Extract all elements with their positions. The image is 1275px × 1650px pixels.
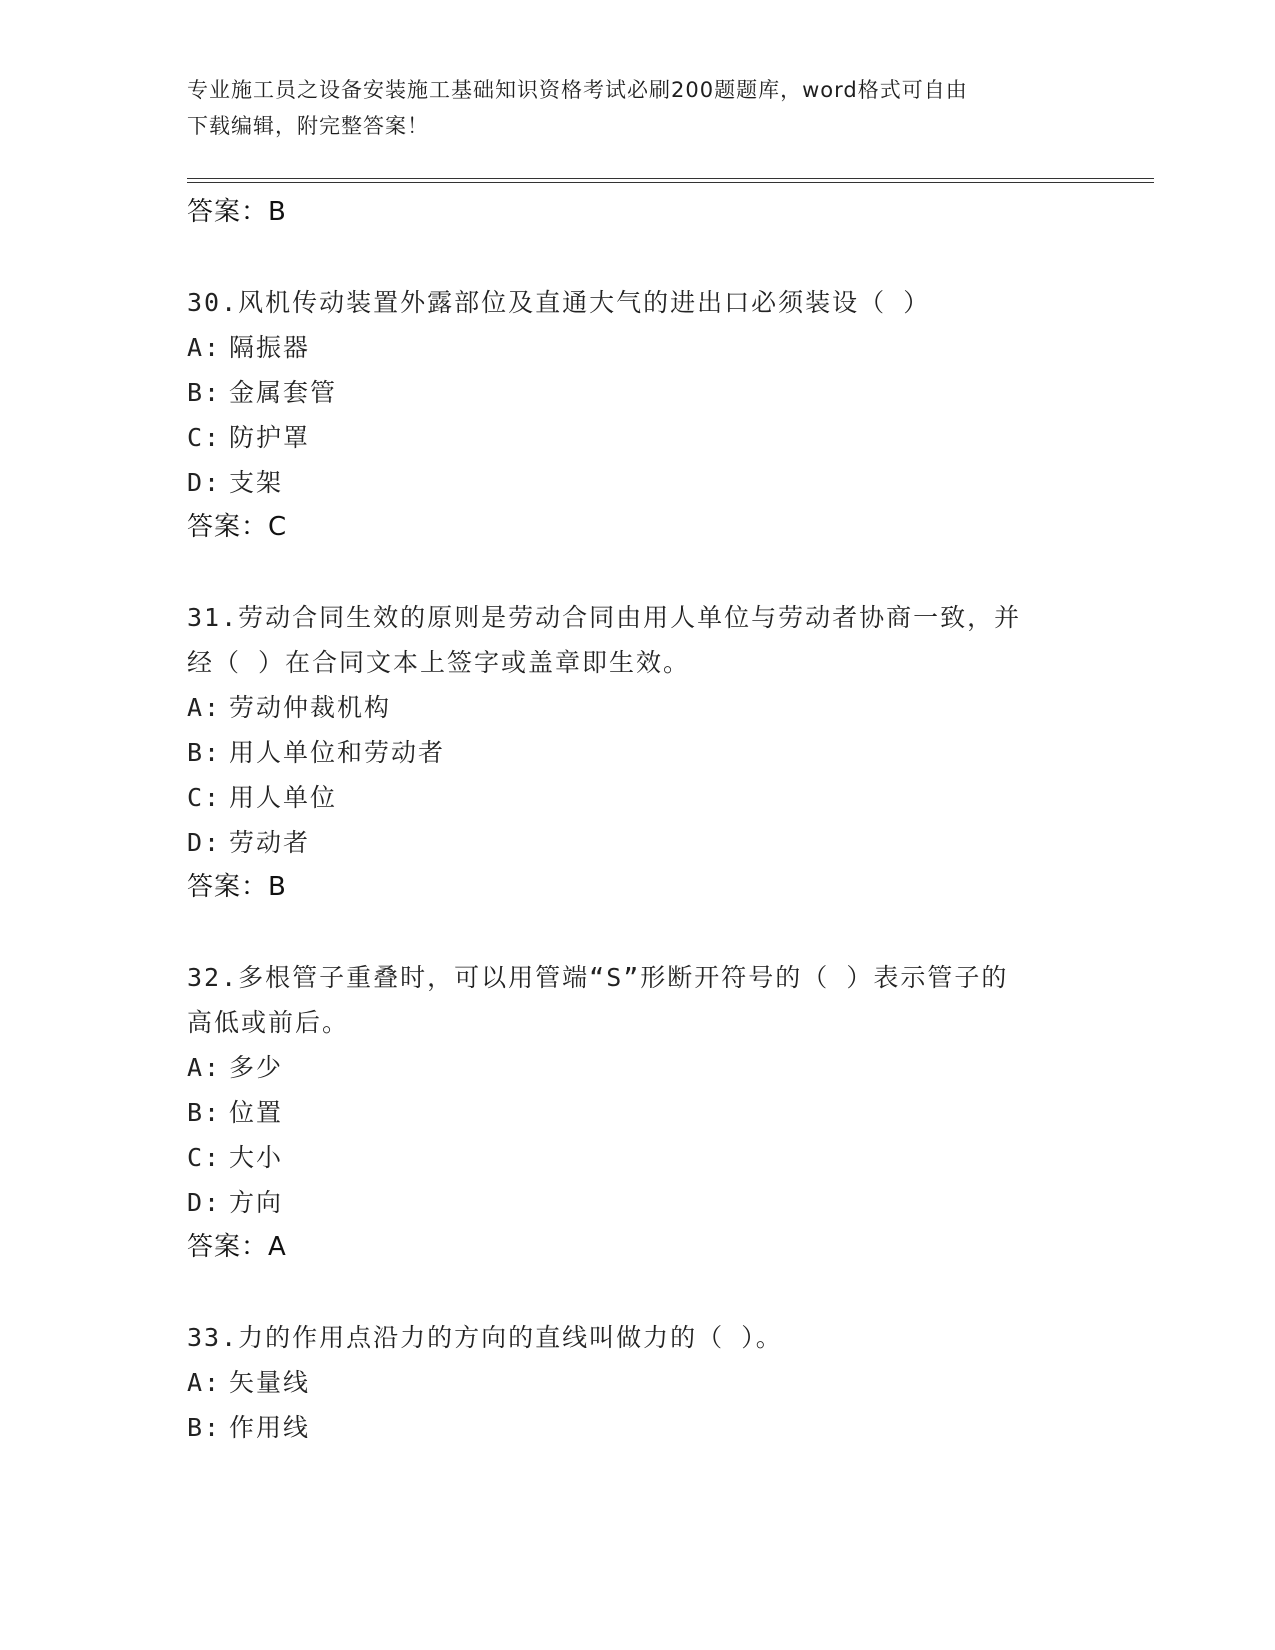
option-text: 支架 (229, 468, 284, 497)
answer-line: 答案：B (187, 197, 287, 227)
spacer (187, 550, 1067, 595)
option-c (187, 415, 1067, 460)
option-letter: A: (187, 1368, 222, 1397)
option-text: 防护罩 (229, 423, 311, 452)
question-stem: 30.风机传动装置外露部位及直通大气的进出口必须装设（ ） (187, 288, 931, 317)
document-header (187, 72, 1067, 144)
question-32 (187, 955, 1067, 1270)
option-text: 隔振器 (229, 333, 311, 362)
option-text: 方向 (229, 1188, 284, 1217)
option-text: 劳动仲裁机构 (229, 693, 392, 722)
option-text: 作用线 (229, 1413, 311, 1442)
option-b (187, 730, 1067, 775)
option-letter: D: (187, 1188, 222, 1217)
answer-line: 答案：C (187, 512, 288, 542)
option-b (187, 1090, 1067, 1135)
option-letter: C: (187, 423, 222, 452)
option-a (187, 685, 1067, 730)
spacer (187, 910, 1067, 955)
option-letter: C: (187, 1143, 222, 1172)
answer-line: 答案：A (187, 1232, 287, 1262)
question-30 (187, 280, 1067, 550)
option-c (187, 775, 1067, 820)
option-letter: D: (187, 828, 222, 857)
question-list (187, 190, 1067, 1450)
option-d (187, 460, 1067, 505)
option-a (187, 1045, 1067, 1090)
option-b (187, 370, 1067, 415)
spacer (187, 1270, 1067, 1315)
option-letter: C: (187, 783, 222, 812)
option-letter: B: (187, 378, 222, 407)
spacer (187, 235, 1067, 280)
option-letter: A: (187, 693, 222, 722)
option-d (187, 820, 1067, 865)
question-stem-line-1: 32.多根管子重叠时，可以用管端“S”形断开符号的（ ）表示管子的 (187, 963, 1009, 992)
option-text: 用人单位和劳动者 (229, 738, 446, 767)
question-stem-line-2: 经（ ）在合同文本上签字或盖章即生效。 (187, 648, 691, 677)
option-b (187, 1405, 1067, 1450)
option-text: 劳动者 (229, 828, 311, 857)
question-stem-line-2: 高低或前后。 (187, 1008, 350, 1037)
answer-line: 答案：B (187, 872, 287, 902)
option-d (187, 1180, 1067, 1225)
option-a (187, 1360, 1067, 1405)
option-c (187, 1135, 1067, 1180)
option-letter: B: (187, 1413, 222, 1442)
option-a (187, 325, 1067, 370)
option-text: 位置 (229, 1098, 284, 1127)
option-text: 金属套管 (229, 378, 338, 407)
option-text: 矢量线 (229, 1368, 311, 1397)
option-letter: A: (187, 333, 222, 362)
question-31 (187, 595, 1067, 910)
option-letter: D: (187, 468, 222, 497)
header-title-line-2: 下载编辑，附完整答案！ (187, 114, 429, 138)
header-divider (187, 178, 1154, 183)
option-letter: B: (187, 738, 222, 767)
option-text: 用人单位 (229, 783, 338, 812)
question-33 (187, 1315, 1067, 1450)
option-text: 大小 (229, 1143, 284, 1172)
option-text: 多少 (229, 1053, 284, 1082)
question-stem-line-1: 31.劳动合同生效的原则是劳动合同由用人单位与劳动者协商一致，并 (187, 603, 1022, 632)
header-title-line-1: 专业施工员之设备安装施工基础知识资格考试必刷200题题库，word格式可自由 (187, 78, 968, 102)
option-letter: B: (187, 1098, 222, 1127)
option-letter: A: (187, 1053, 222, 1082)
question-stem: 33.力的作用点沿力的方向的直线叫做力的（ ）。 (187, 1323, 783, 1352)
